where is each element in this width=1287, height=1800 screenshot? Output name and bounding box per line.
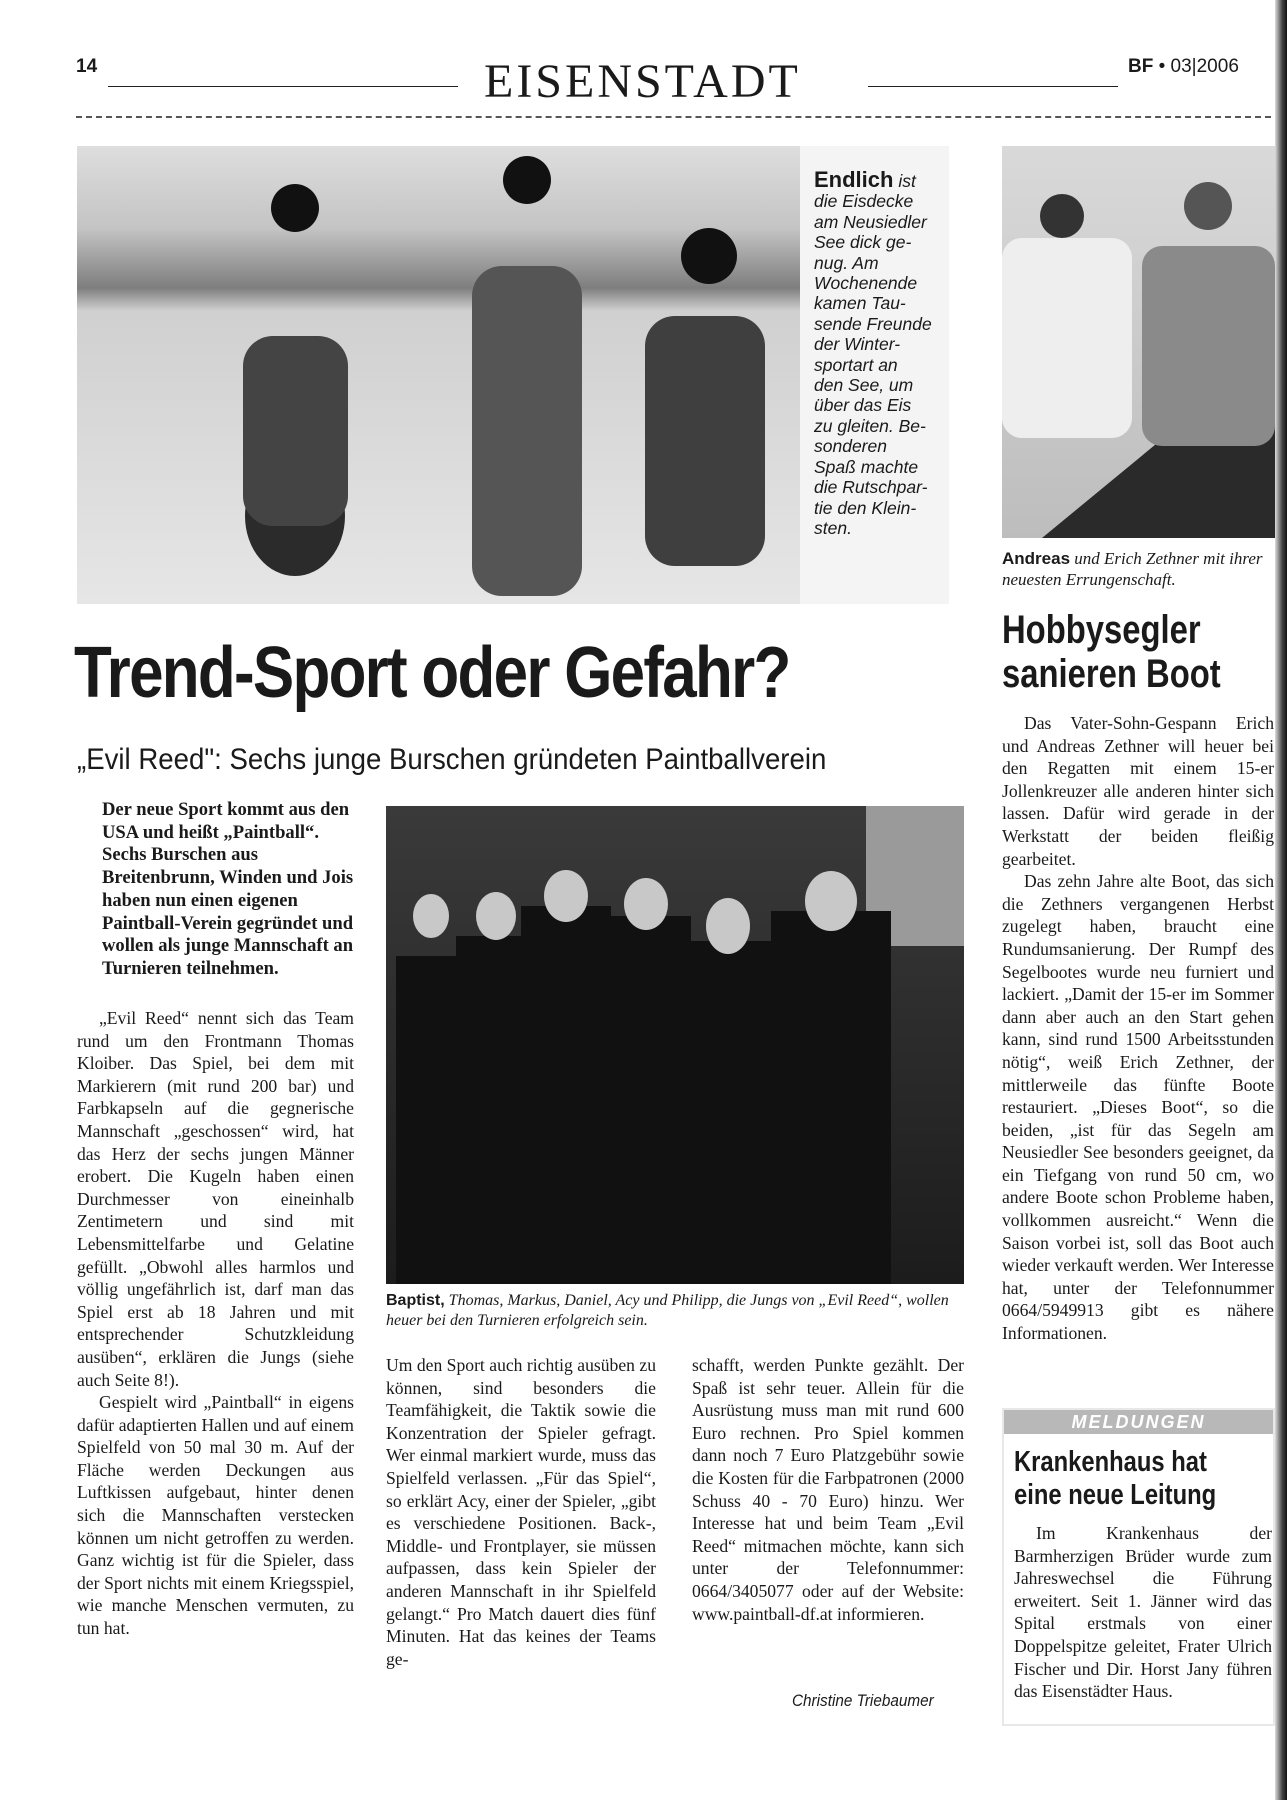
- ice-caption-line-12: zu gleiten. Be-: [814, 415, 926, 436]
- byline: Christine Triebaumer: [792, 1691, 934, 1710]
- side-headline-line-2: sanieren Boot: [1002, 652, 1221, 696]
- col2-paragraph-1: Um den Sport auch richtig ausüben zu können, sind besonders die Teamfähigkeit, die Taktik sowie die Konzentration der Spieler gefragt. Wer einmal markiert wurde, muss das Spielfeld verlassen. „Für das Spiel“, so erklärt Acy, einer der Spieler, „gibt es verschiedene Positionen. Back-, Middle- und Frontplayer, sie müssen aufpassen, dass kein Spieler der anderen Mannschaft in ihr Spielfeld gelangt.“ Pro Match dauert dies fünf Minuten. Hat das keines der Teams ge-: [386, 1355, 656, 1669]
- team-silhouettes: [386, 806, 964, 1284]
- ice-caption-line-3: See dick ge-: [814, 232, 912, 253]
- ice-caption-line-8: der Winter-: [814, 334, 901, 355]
- col1-paragraph-2: Gespielt wird „Paintball“ in eigens dafür adaptierten Hallen und auf einem Spielfeld von 50 mal 30 m. Auf der Fläche werden Deckungen aus Luftkissen aufgebaut, hinter denen sich die Mannschaften verstecken können um nicht getroffen zu werden. Ganz wichtig ist für die Spieler, dass der Sport nichts mit einem Kriegsspiel, wie manche Menschen vermuten, zu tun hat.: [77, 1392, 354, 1639]
- article-column-1: [77, 1007, 354, 1640]
- col1-paragraph-1: „Evil Reed“ nennt sich das Team rund um den Frontmann Thomas Kloiber. Das Spiel, bei dem mit Markierern (mit rund 200 bar) und Farbkapseln auf die gegnerische Mannschaft „geschossen“ wird, hat das Herz der sechs jungen Männer erobert. Die Kugeln haben einen Durchmesser von eineinhalb Zentimetern und sind mit Lebensmittelfarbe und Gelatine gefüllt. „Obwohl alles harmlos und völlig ungefährlich ist, darf man das Spiel erst ab 18 Jahren und mit entsprechender Schutzkleidung ausüben“, erklären die Jungs (siehe auch Seite 8!).: [77, 1008, 354, 1390]
- publication-name: BF: [1128, 56, 1154, 77]
- zethner-caption-lead: Andreas: [1002, 549, 1071, 568]
- zethner-caption-text: und Erich Zethner mit ihrer neuesten Errungenschaft.: [1002, 549, 1263, 589]
- section-title: EISENSTADT: [484, 55, 801, 108]
- header-rule-left: [108, 86, 458, 87]
- ice-caption-line-13: sonderen: [814, 436, 887, 457]
- zethner-photo: [1002, 146, 1275, 538]
- ice-caption-line-11: über das Eis: [814, 395, 912, 416]
- ice-caption-line-15: die Rutschpar-: [814, 477, 928, 498]
- ice-caption-line-5: Wochenende: [814, 273, 918, 294]
- ice-caption-lead: Endlich: [814, 167, 894, 192]
- side-headline: [1002, 608, 1221, 696]
- ice-caption-line-1: die Eisdecke: [814, 191, 914, 212]
- news-headline-line-1: Krankenhaus hat: [1014, 1446, 1207, 1478]
- news-headline: [1014, 1446, 1226, 1512]
- page-number: 14: [76, 56, 98, 77]
- issue-date: 03|2006: [1170, 56, 1239, 77]
- paintball-caption-text: Thomas, Markus, Daniel, Acy und Philipp, die Jungs von „Evil Reed“, wollen heuer bei den Turnieren erfolgreich sein.: [386, 1292, 949, 1329]
- header-rule-right: [868, 86, 1118, 87]
- col3-paragraph-1: schafft, werden Punkte gezählt. Der Spaß ist sehr teuer. Allein für die Ausrüstung muss man mit rund 600 Euro rechnen. Pro Spiel kommen dann noch 7 Euro Platzgebühr sowie die Kosten für die Farbpatronen (2000 Schuss 40 - 70 Euro) hinzu. Wer Interesse hat und beim Team „Evil Reed“ mitmachen möchte, kann sich unter der Telefonnummer: 0664/3405077 oder auf der Website: www.paintball-df.at informieren.: [692, 1355, 964, 1624]
- side-paragraph-2: Das zehn Jahre alte Boot, das sich die Zethners vergangenen Herbst zugelegt haben, braucht eine Rundumsanierung. Der Rumpf des Segelbootes wurde neu furniert und lackiert. „Damit der 15-er im Sommer dann aber auch an den Start gehen kann, sind rund 1500 Arbeitsstunden nötig“, weiß Erich Zethner, der mittlerweile das fünfte Boote restauriert. „Dieses Boot“, so die beiden, „ist für das Segeln am Neusiedler See besonders geeignet, da ein Tiefgang von rund 50 cm, wo andere Boote schon Probleme haben, vollkommen ausreicht.“ Wenn die Saison vorbei ist, soll das Boot auch wieder verkauft werden. Wer Interesse hat, unter der Telefonnummer 0664/5949913 gibt es nähere Informationen.: [1002, 871, 1274, 1344]
- ice-skating-photo: [77, 146, 949, 604]
- scan-edge: [1275, 0, 1287, 1800]
- news-box-label: MELDUNGEN: [1004, 1410, 1273, 1434]
- side-paragraph-1: Das Vater-Sohn-Gespann Erich und Andreas Zethner will heuer bei den Regatten mit einem 15-er Jollenkreuzer alle anderen hinter sich lassen. Dafür wird gerade in der Werkstatt der beiden fleißig gearbeitet.: [1002, 713, 1274, 869]
- ice-caption-line-16: tie den Klein-: [814, 497, 917, 518]
- side-headline-line-1: Hobbysegler: [1002, 608, 1201, 652]
- article-column-3: [692, 1354, 964, 1625]
- zethner-photo-caption: [1002, 548, 1274, 590]
- lead-paragraph: Der neue Sport kommt aus den USA und heißt „Paintball“. Sechs Burschen aus Breitenbrunn, Winden und Jois haben nun einen eigenen Paintball-Verein gegründet und wollen als junge Mannschaft an Turnieren teilnehmen.: [102, 799, 354, 979]
- ice-photo-caption-box: [800, 146, 949, 604]
- paintball-caption-lead: Baptist,: [386, 1292, 445, 1309]
- ice-caption-line-17: sten.: [814, 517, 852, 538]
- news-box: [1002, 1408, 1275, 1726]
- boat-builders-silhouettes: [1002, 146, 1275, 538]
- publication-mark: [1128, 56, 1239, 78]
- news-text: [1014, 1522, 1272, 1703]
- ice-caption-line-6: kamen Tau-: [814, 293, 906, 314]
- ice-caption-line-9: sportart an: [814, 354, 898, 375]
- ice-caption-line-0: ist: [898, 171, 916, 191]
- paintball-photo-caption: [386, 1291, 964, 1331]
- main-headline: Trend-Sport oder Gefahr?: [74, 633, 790, 713]
- side-article-body: [1002, 712, 1274, 1345]
- ice-caption-line-14: Spaß machte: [814, 456, 919, 477]
- ice-caption-line-4: nug. Am: [814, 252, 879, 273]
- news-headline-line-2: eine neue Leitung: [1014, 1479, 1217, 1511]
- main-subheadline: „Evil Reed": Sechs junge Burschen gründeten Paintballverein: [77, 743, 827, 776]
- ice-caption-line-10: den See, um: [814, 375, 914, 396]
- paintball-team-photo: [386, 806, 964, 1284]
- header-dashed-divider: [76, 116, 1271, 118]
- ice-caption-line-2: am Neusiedler: [814, 211, 927, 232]
- article-column-2: [386, 1354, 656, 1670]
- dot-separator: •: [1158, 56, 1166, 77]
- ice-caption-line-7: sende Freunde: [814, 313, 932, 334]
- news-paragraph: Im Krankenhaus der Barmherzigen Brüder wurde zum Jahreswechsel die Führung erweitert. Seit 1. Jänner wird das Spital erstmals von einer Doppelspitze geleitet, Frater Ulrich Fischer und Dir. Horst Jany führen das Eisenstädter Haus.: [1014, 1523, 1272, 1702]
